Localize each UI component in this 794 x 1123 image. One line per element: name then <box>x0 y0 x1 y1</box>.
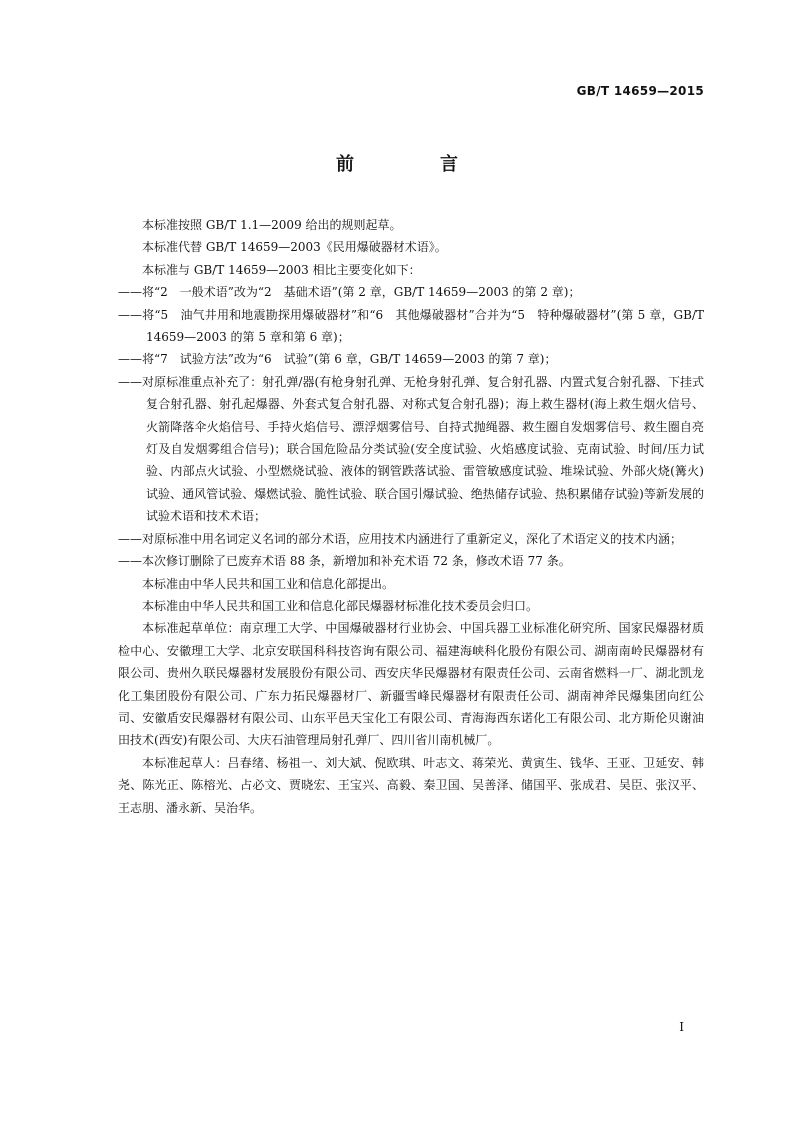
change-item: ——本次修订删除了已废弃术语 88 条，新增加和补充术语 72 条，修改术语 77 条。 <box>118 554 571 569</box>
standard-number: GB/T 14659—2015 <box>576 84 704 98</box>
page-number: I <box>679 1020 684 1034</box>
paragraph-proposed-by: 本标准由中华人民共和国工业和信息化部提出。 <box>142 576 395 591</box>
change-item: ——对原标准中用名词定义名词的部分术语，应用技术内涵进行了重新定义，深化了术语定义的技术内涵； <box>118 531 683 546</box>
change-item: ——将“5 油气井用和地震勘探用爆破器材”和“6 其他爆破器材”合并为“5 特种爆破器材”(第 5 章，GB/T 14659—2003 的第 5 章和第 6 章)； <box>118 307 704 345</box>
change-item: ——对原标准重点补充了：射孔弹/器(有枪身射孔弹、无枪身射孔弹、复合射孔器、内置式复合射孔器、下挂式复合射孔器、射孔起爆器、外套式复合射孔器、对称式复合射孔器)；海上救生器材(海上救生烟火信号、火箭降落伞火焰信号、手持火焰信号、漂浮烟雾信号、自持式抛绳器、救生圈自发烟雾信号、救生圈自亮灯及自发烟雾组合信号)；联合国危险品分类试验(安全度试验、火焰感度试验、克南试验、时间/压力试验、内部点火试验、小型燃烧试验、液体的钢管跌落试验、雷管敏感度试验、堆垛试验、外部火烧(篝火)试验、通风管试验、爆燃试验、脆性试验、联合国引爆试验、绝热储存试验、热积累储存试验)等新发展的试验术语和技术术语； <box>118 374 704 524</box>
change-item: ——将“2 一般术语”改为“2 基础术语”(第 2 章，GB/T 14659—2003 的第 2 章)； <box>118 285 581 300</box>
change-item: ——将“7 试验方法”改为“6 试验”(第 6 章，GB/T 14659—2003 的第 7 章)； <box>118 352 557 367</box>
paragraph-drafting-units: 本标准起草单位：南京理工大学、中国爆破器材行业协会、中国兵器工业标准化研究所、国家民爆器材质检中心、安徽理工大学、北京安联国科科技咨询有限公司、福建海峡科化股份有限公司、湖南南岭民爆器材有限公司、贵州久联民爆器材发展股份有限公司、西安庆华民爆器材有限责任公司、云南省燃料一厂、湖北凯龙化工集团股份有限公司、广东力拓民爆器材厂、新疆雪峰民爆器材有限责任公司、湖南神斧民爆集团向红公司、安徽盾安民爆器材有限公司、山东平邑天宝化工有限公司、青海海西东诺化工有限公司、北方斯伦贝谢油田技术(西安)有限公司、大庆石油管理局射孔弹厂、四川省川南机械厂。 <box>118 621 704 748</box>
paragraph-replaces: 本标准代替 GB/T 14659—2003《民用爆破器材术语》。 <box>142 240 447 255</box>
paragraph-under-jurisdiction: 本标准由中华人民共和国工业和信息化部民爆器材标准化技术委员会归口。 <box>142 598 539 613</box>
paragraph-drafters: 本标准起草人：吕春绪、杨祖一、刘大斌、倪欧琪、叶志文、蒋荣光、黄寅生、钱华、王亚、卫延安、韩尧、陈光正、陈榕光、占必文、贾晓宏、王宝兴、高毅、秦卫国、吴善泽、储国平、张成君、吴臣、张汉平、王志朋、潘永新、吴治华。 <box>118 755 704 815</box>
paragraph-drafting-rules: 本标准按照 GB/T 1.1—2009 给出的规则起草。 <box>142 218 402 232</box>
page-title: 前 言 <box>336 154 492 175</box>
foreword-body <box>118 214 704 819</box>
paragraph-changes-intro: 本标准与 GB/T 14659—2003 相比主要变化如下： <box>142 262 421 277</box>
